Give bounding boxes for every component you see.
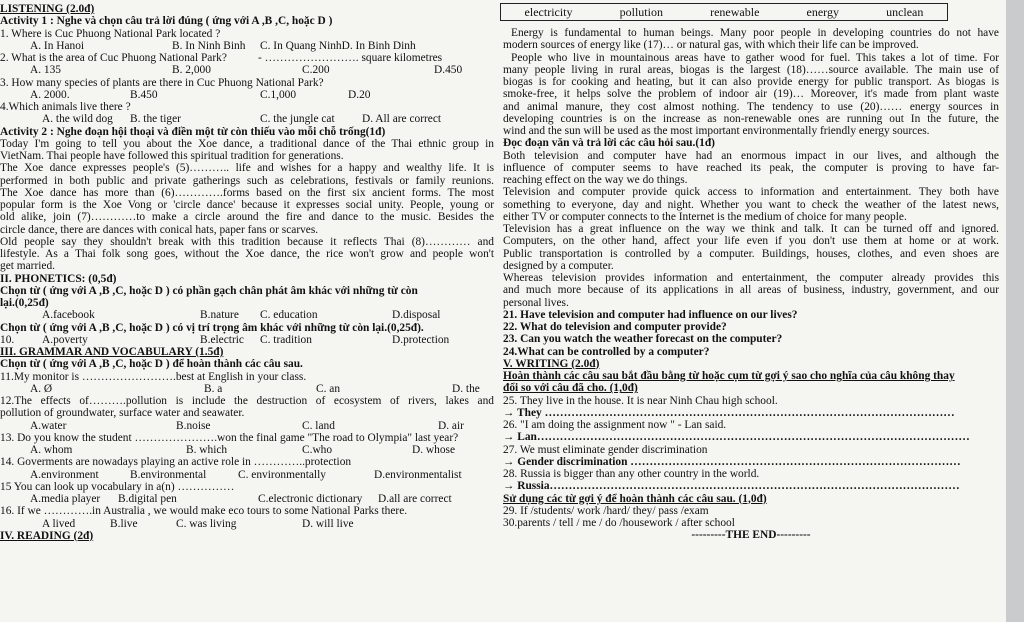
question-4-options: A. the wild dog B. the tiger C. the jungle cat D. All are correct: [42, 113, 442, 126]
answer-28: → Russia………………………………………………………………………………………………: [503, 480, 960, 493]
passage-line: performed in both public and private gatherings such as celebrations, festivals or family reunions.: [0, 174, 494, 187]
writing-instruction-1: Hoàn thành các câu sau bắt đầu bằng từ hoặc cụm từ gợi ý sao cho nghĩa của câu không thay: [503, 370, 955, 382]
tv-passage-line: something to everyone, day and night. Whether you want to check the weather of the latest news,: [503, 198, 999, 211]
word-box-item: renewable: [710, 4, 760, 19]
passage-line: The Xoe dance expresses people's (5)……….. life and wishes for a happy and wealthy life. It is: [0, 162, 494, 175]
grammar-title: III. GRAMMAR AND VOCABULARY (1.5đ): [0, 346, 224, 358]
tv-passage-line: either TV or computer connects to the Internet is the medium of choice for many people.: [503, 210, 907, 223]
question-3: 3. How many species of plants are there in Cuc Phuong National Park?: [0, 76, 324, 89]
question-23: 23. Can you watch the weather forecast on the computer?: [503, 333, 783, 346]
question-11: 11.My monitor is …………………….best at English in your class.: [0, 370, 307, 383]
question-14: 14. Goverments are nowadays playing an active role in …………..protection: [0, 456, 352, 469]
question-29: 29. If /students/ work /hard/ they/ pass /exam: [503, 504, 709, 517]
tv-passage-line: Whereas television provides information and entertainment, the computer already provides this: [503, 272, 999, 284]
word-box-item: unclean: [886, 4, 924, 19]
tv-passage-line: influence of computer seems to have reached its peak, the computer is proving to have far-: [503, 161, 999, 174]
phonetics-instruction-1: Chọn từ ( ứng với A ,B ,C, hoặc D ) có phần gạch chân phát âm khác với những từ còn: [0, 284, 418, 297]
question-25: 25. They live in the house. It is near Ninh Chau high school.: [503, 394, 778, 407]
question-12: 12.The effects of……….pollution is include the destruction of ecosystem of rivers, lakes and: [0, 395, 494, 407]
energy-passage-line: many people living in rural areas, biogas is the largest (18)……source available. The main use of: [503, 63, 999, 76]
word-box-item: electricity: [524, 4, 573, 19]
question-3-options: A. 2000. B.450 C.1,000 D.20: [30, 88, 371, 101]
question-9-options: A.facebook B.nature C. education D.disposal: [42, 309, 441, 322]
passage-line: The Xoe dance has more than (6)………….forms based on the first six ancient forms. The most: [0, 186, 494, 199]
tv-passage-line: and much more because of its applications in all areas of business, industry, government, and our: [503, 284, 999, 297]
question-10-options: 10. A.poverty B.electric C. tradition D.protection: [0, 333, 450, 346]
writing-instruction-1b: đổi so với câu đã cho. (1,0đ): [503, 382, 638, 395]
option-b: B. In Ninh Binh: [172, 39, 246, 52]
tv-passage-line: designed by a computer.: [503, 259, 614, 272]
activity2-title: Activity 2 : Nghe đoạn hội thoại và điền một từ còn thiếu vào mỗi chỗ trống(1đ): [0, 125, 386, 138]
question-21: 21. Have television and computer had influence on our lives?: [503, 308, 798, 321]
tv-passage-line: Public transportation is controlled by a computer. Buildings, houses, clothes, and even shoes are: [503, 247, 999, 260]
phonetics-instruction-2: Chọn từ ( ứng với A ,B ,C, hoặc D ) có vị trí trọng âm khác với những từ còn lại.(0,25đ).: [0, 321, 424, 334]
energy-passage-line: biogas is for cooking and heating, but it can also provide energy for public transport. As biogas is: [503, 76, 999, 88]
question-12b: pollution of groundwater, surface water and seawater.: [0, 407, 245, 420]
question-22: 22. What do television and computer provide?: [503, 321, 727, 333]
grammar-instruction: Chọn từ ( ứng với A ,B ,C, hoặc D ) để hoàn thành các câu sau.: [0, 358, 303, 371]
question-28: 28. Russia is bigger than any other country in the world.: [503, 468, 760, 480]
question-14-options: A.environment B.environmental C. environmentally D.environmentalist: [30, 468, 462, 481]
reading2-title: Đọc đoạn văn và trả lời các câu hỏi sau.(1đ): [503, 137, 715, 150]
answer-27: → Gender discrimination ……………………………………………………………………………: [503, 455, 961, 468]
question-15-options: A.media player B.digital pen C.electronic dictionary D.all are correct: [30, 493, 452, 505]
word-box: [500, 3, 948, 21]
energy-passage-line: and animal manure, they cost almost nothing. The tendency to use (20)…… energy sources in: [503, 100, 999, 113]
the-end: ---------THE END---------: [691, 529, 811, 542]
left-column: [0, 3, 494, 542]
writing-title: V. WRITING (2.0đ): [503, 357, 600, 370]
question-16: 16. If we ………….in Australia , we would make eco tours to some National Parks there.: [0, 505, 408, 518]
tv-passage-line: Computers, on the other hand, affect your life even if you don't use them at home or at work.: [503, 235, 999, 248]
answer-25: → They ………………………………………………………………………………………………: [503, 406, 955, 419]
passage-line: circle dance, there are dances with conical hats, paper fans or scarves.: [0, 223, 319, 236]
question-1: 1. Where is Cuc Phuong National Park located ?: [0, 27, 221, 40]
phonetics-instruction-1b: lại.(0,25đ): [0, 297, 49, 309]
question-24: 24.What can be controlled by a computer?: [503, 345, 710, 358]
listening-header: LISTENING (2.0đ): [0, 3, 95, 15]
tv-passage-line: Both television and computer have had an enormous impact in our lives, and although the: [503, 149, 999, 162]
energy-passage-line: smoke-free, it helps solve the problem of indoor air (19)… Moreover, it's made from plant waste: [503, 88, 999, 101]
passage-line: lifestyle. As a Thai folk song goes, without the Xoe dance, the rice won't grow and people won't: [0, 248, 494, 260]
question-2: 2. What is the area of Cuc Phuong National Park? - ……………………. square kilometres: [0, 52, 443, 64]
energy-passage-line: People who live in mountainous areas have to gather wood for fuel. This takes a lot of time. For: [511, 51, 999, 64]
option-a: A. In Hanoi: [30, 39, 85, 52]
passage-line: Old people say they shouldn't break with this tradition because it reflects Thai (8)………… and: [0, 235, 494, 248]
passage-line: old alike, join (7)…………to make a circle around the fire and dance to the music. Besides the: [0, 211, 494, 224]
question-30: 30.parents / tell / me / do /housework / after school: [503, 517, 735, 529]
option-c: C. In Quang NinhD. In Binh Dinh: [260, 39, 416, 52]
word-box-item: energy: [806, 4, 839, 19]
question-4: 4.Which animals live there ?: [0, 101, 131, 113]
energy-passage-line: modern sources of energy like (17)… or natural gas, with which their life can be improved.: [503, 39, 919, 52]
question-26: 26. "I am doing the assignment now " - Lan said.: [503, 419, 727, 431]
tv-passage-line: Television and computer provide quick access to information and entertainment. They both have: [503, 186, 999, 199]
question-27: 27. We must eliminate gender discrimination: [503, 443, 708, 456]
phonetics-title: II. PHONETICS: (0,5đ): [0, 272, 117, 285]
tv-passage-line: Television has a great influence on the way we think and talk. It can be turned off and ignored.: [503, 223, 999, 235]
question-13-options: A. whom B. which C.who D. whose: [30, 444, 456, 456]
question-12-options: A.water B.noise C. land D. air: [30, 419, 464, 432]
question-16-options: A lived B.live C. was living D. will live: [42, 517, 354, 530]
question-13: 13. Do you know the student ………………….won the final game "The road to Olympia" last year?: [0, 431, 459, 444]
question-15: 15 You can look up vocabulary in a(n) ……………: [0, 480, 235, 493]
energy-passage-line: wind and the sun will be used as the most important environmentally friendly energy sources.: [503, 125, 930, 137]
question-11-options: A. Ø B. a C. an D. the: [30, 382, 480, 395]
question-1-options: [0, 40, 494, 52]
word-box-item: pollution: [619, 4, 663, 19]
right-column: [503, 27, 999, 542]
energy-passage-line: Energy is fundamental to human beings. Many poor people in developing countries do not have: [511, 27, 999, 39]
passage-line: Today I'm going to tell you about the Xoe dance, a traditional dance of the Thai ethnic group in: [0, 137, 494, 150]
tv-passage-line: personal lives.: [503, 296, 569, 309]
answer-26: → Lan……………………………………………………………………………………………………: [503, 431, 970, 444]
tv-passage-line: reaching effect on the way we do things.: [503, 174, 688, 186]
activity1-title: Activity 1 : Nghe và chọn câu trả lời đúng ( ứng với A ,B ,C, hoặc D ): [0, 15, 333, 28]
passage-line: popular form is the Xoe Vong or 'circle dance' because it expresses social unity. People, young or: [0, 199, 494, 211]
passage-line: get married.: [0, 260, 56, 273]
passage-line: VietNam. Thai people have followed this spiritual tradition for generations.: [0, 150, 344, 162]
question-2-options: A. 135 B. 2,000 C.200 D.450: [30, 64, 463, 77]
reading-title: IV. READING (2đ): [0, 529, 94, 542]
energy-passage-line: developing countries is on the increase as non-renewable ones are running out In the future, the: [503, 112, 999, 125]
writing-instruction-2: Sử dụng các từ gợi ý để hoàn thành các câu sau. (1,0đ): [503, 492, 767, 505]
